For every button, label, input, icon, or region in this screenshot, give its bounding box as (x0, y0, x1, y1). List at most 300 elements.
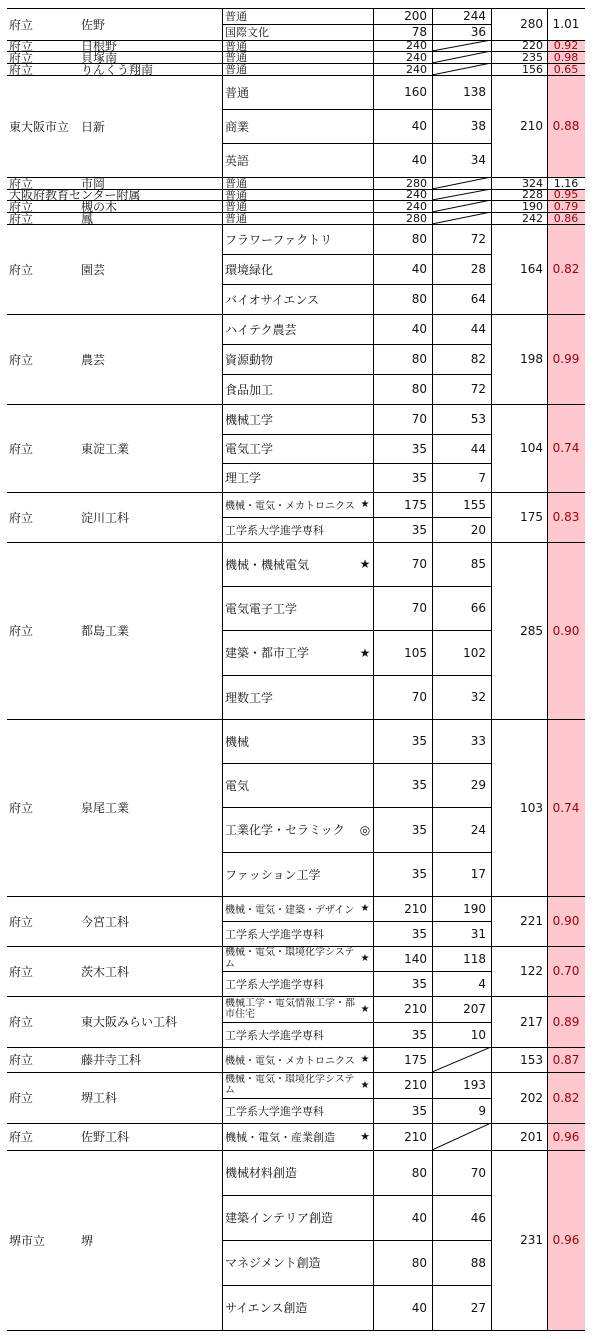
school-type: 府立 (9, 51, 34, 63)
applicant-value: 118 (463, 951, 486, 966)
applicant-value: 38 (470, 119, 486, 133)
department-cell (222, 404, 373, 434)
department-name: 普通 (225, 200, 247, 212)
row-separator (7, 212, 585, 213)
department-list (222, 51, 373, 63)
school-row (7, 8, 585, 40)
applicant-list (432, 404, 491, 492)
row-separator (7, 189, 585, 190)
department-list (222, 8, 373, 40)
department-name: 理数工学 (225, 690, 274, 705)
ratio-value: 0.95 (547, 189, 585, 200)
school-type: 堺市立 (9, 1233, 46, 1248)
capacity-value: 80 (411, 1165, 427, 1180)
department-cell (222, 314, 373, 344)
department-list (222, 212, 373, 224)
row-separator (7, 1047, 585, 1048)
school-type: 府立 (9, 1053, 34, 1067)
school-type: 府立 (9, 1130, 34, 1144)
column-separator (547, 8, 548, 1330)
capacity-value: 175 (404, 1052, 427, 1067)
department-name: 工学系大学進学専科 (225, 1028, 324, 1042)
capacity-list (373, 1072, 432, 1123)
capacity-value: 210 (404, 1129, 427, 1144)
department-list (222, 996, 373, 1047)
school-name: 貝塚南 (81, 51, 118, 63)
department-name: 機械・電気・産業創造 (225, 1130, 335, 1144)
department-name: 普通 (225, 177, 247, 189)
school-row (7, 1072, 585, 1123)
school-name: 市岡 (81, 177, 106, 189)
capacity-list (373, 1150, 432, 1330)
capacity-value: 35 (411, 976, 427, 991)
ratio-value: 0.70 (547, 946, 585, 996)
star-mark-icon: ★ (360, 953, 370, 964)
ratio-value: 1.16 (553, 177, 579, 189)
school-row (7, 189, 585, 200)
admitted-count: 221 (520, 914, 543, 928)
applicant-list (432, 1123, 491, 1150)
capacity-value: 70 (411, 690, 427, 704)
ratio-value: 0.89 (547, 996, 585, 1047)
department-list (222, 542, 373, 719)
department-list (222, 404, 373, 492)
capacity-list (373, 896, 432, 946)
admitted-count: 231 (520, 1233, 543, 1247)
school-row (7, 946, 585, 996)
ratio-value: 0.74 (547, 404, 585, 492)
admitted-count: 280 (520, 17, 543, 31)
department-name: 工学系大学進学専科 (225, 523, 324, 537)
capacity-value: 70 (411, 601, 427, 615)
department-name: 環境緑化 (225, 262, 274, 277)
department-cell (222, 24, 373, 40)
capacity-value: 70 (411, 412, 427, 426)
applicant-list (432, 224, 491, 314)
department-cell (222, 1123, 373, 1150)
school-row (7, 212, 585, 224)
capacity-value: 280 (406, 176, 427, 190)
applicant-value (432, 189, 491, 200)
school-name: 今宮工科 (81, 914, 130, 929)
capacity-value: 40 (411, 119, 427, 133)
star-mark-icon: ★ (360, 1003, 370, 1015)
department-name: 機械工学 (225, 412, 274, 427)
applicant-value: 155 (463, 497, 486, 512)
ratio-value: 0.98 (547, 51, 585, 63)
department-name: 建築インテリア創造 (225, 1211, 334, 1225)
school-row (7, 1047, 585, 1072)
capacity-value: 35 (411, 441, 427, 456)
school-row (7, 492, 585, 542)
applicant-list (432, 212, 491, 224)
capacity-list (373, 1123, 432, 1150)
school-row (7, 51, 585, 63)
capacity-list (373, 996, 432, 1047)
department-list (222, 719, 373, 896)
department-name: 普通 (225, 85, 250, 100)
row-separator (7, 492, 585, 493)
capacity-value: 240 (406, 50, 427, 64)
department-cell (222, 40, 373, 51)
applicant-value: 46 (470, 1210, 486, 1225)
department-cell (222, 1240, 373, 1285)
applicant-value: 66 (470, 601, 486, 615)
school-type: 府立 (9, 964, 34, 979)
department-name: ファッション工学 (225, 867, 321, 882)
capacity-list (373, 212, 432, 224)
capacity-value: 35 (411, 867, 427, 881)
department-name: 電気電子工学 (225, 601, 298, 616)
capacity-list (373, 404, 432, 492)
department-cell (222, 8, 373, 24)
department-cell (222, 1098, 373, 1123)
department-cell (222, 517, 373, 542)
applicant-value: 10 (470, 1027, 486, 1042)
capacity-list (373, 189, 432, 200)
school-name: 堺 (81, 1233, 94, 1248)
department-list (222, 896, 373, 946)
school-row (7, 896, 585, 946)
school-type: 府立 (9, 1091, 34, 1105)
school-name: 堺工科 (81, 1091, 118, 1105)
row-separator (7, 224, 585, 225)
ratio-value: 0.96 (547, 1123, 585, 1150)
capacity-list (373, 1047, 432, 1072)
ratio-value: 0.90 (547, 896, 585, 946)
department-list (222, 177, 373, 189)
school-row (7, 314, 585, 404)
school-type: 府立 (9, 262, 34, 277)
admitted-count: 235 (522, 51, 543, 63)
admitted-count: 210 (520, 119, 543, 133)
department-cell (222, 75, 373, 109)
school-row (7, 40, 585, 51)
capacity-value: 140 (404, 951, 427, 966)
applicant-value: 70 (470, 1165, 486, 1180)
star-mark-icon: ★ (360, 1130, 370, 1143)
department-name: 普通 (225, 63, 247, 75)
school-name: 日根野 (81, 40, 118, 51)
ratio-value: 0.65 (547, 63, 585, 75)
row-separator (7, 896, 585, 897)
department-list (222, 946, 373, 996)
school-name: 茨木工科 (81, 964, 130, 979)
applicant-value: 82 (470, 352, 486, 366)
admitted-count: 324 (522, 177, 543, 189)
capacity-value: 35 (411, 734, 427, 748)
department-name: マネジメント創造 (225, 1256, 321, 1270)
department-cell (222, 434, 373, 463)
department-name: 理工学 (225, 471, 262, 485)
row-separator (7, 200, 585, 201)
school-name: 槻の木 (81, 200, 118, 212)
department-name: 機械 (225, 734, 250, 749)
row-separator (7, 1072, 585, 1073)
ratio-value: 0.96 (547, 1150, 585, 1330)
school-type: 府立 (9, 17, 34, 32)
school-type: 府立 (9, 914, 34, 929)
capacity-value: 80 (411, 382, 427, 396)
applicant-value: 190 (463, 901, 486, 916)
school-type: 府立 (9, 40, 34, 51)
department-name: サイエンス創造 (225, 1301, 308, 1315)
department-name: 資源動物 (225, 352, 274, 367)
school-name: 泉尾工業 (81, 801, 130, 815)
department-name: 普通 (225, 51, 247, 63)
applicant-list (432, 492, 491, 542)
ratio-value: 1.01 (552, 17, 580, 31)
capacity-list (373, 200, 432, 212)
school-row (7, 996, 585, 1047)
applicant-value: 27 (470, 1300, 486, 1315)
department-cell (222, 109, 373, 143)
row-separator (7, 719, 585, 720)
school-name: 農芸 (81, 352, 106, 367)
department-list (222, 63, 373, 75)
applicant-value: 72 (470, 232, 486, 246)
ratio-value: 0.82 (547, 224, 585, 314)
department-cell (222, 177, 373, 189)
ratio-value: 0.87 (547, 1047, 585, 1072)
column-separator (373, 8, 374, 1330)
school-name: 大阪府教育センター附属 (9, 189, 141, 200)
school-type: 府立 (9, 1015, 34, 1029)
department-name: 機械・電気・環境化学システム (225, 947, 355, 970)
capacity-list (373, 51, 432, 63)
capacity-list (373, 224, 432, 314)
ratio-value: 0.92 (547, 40, 585, 51)
department-name: 工学系大学進学専科 (225, 927, 324, 941)
department-name: 商業 (225, 119, 250, 134)
applicant-value: 36 (470, 25, 486, 39)
capacity-value: 35 (411, 778, 427, 792)
department-cell (222, 1150, 373, 1195)
star-mark-icon: ★ (360, 1054, 370, 1065)
department-cell (222, 763, 373, 807)
double-circle-mark-icon: ◎ (359, 822, 371, 837)
admitted-count: 190 (522, 200, 543, 212)
department-name: 機械・電気・建築・デザイン (225, 905, 355, 916)
applicant-value: 72 (470, 382, 486, 396)
department-cell (222, 344, 373, 374)
school-name: 東大阪みらい工科 (81, 1015, 178, 1029)
department-cell (222, 807, 373, 852)
department-cell (222, 630, 373, 675)
applicant-value: 33 (470, 734, 486, 748)
department-name: 建築・都市工学 (225, 646, 310, 660)
capacity-value: 240 (406, 39, 427, 52)
department-cell (222, 463, 373, 492)
applicant-value: 85 (470, 557, 486, 571)
row-separator (7, 75, 585, 76)
row-separator (7, 8, 585, 9)
school-name: 園芸 (81, 262, 106, 277)
department-cell (222, 542, 373, 586)
star-mark-icon: ★ (359, 645, 371, 660)
school-row (7, 224, 585, 314)
department-list (222, 189, 373, 200)
capacity-list (373, 75, 432, 177)
department-list (222, 1150, 373, 1330)
row-separator (7, 542, 585, 543)
capacity-value: 80 (411, 1255, 427, 1270)
admitted-count: 228 (522, 189, 543, 200)
applicant-value: 64 (470, 292, 486, 306)
capacity-value: 175 (404, 497, 427, 512)
ratio-value: 0.83 (547, 492, 585, 542)
department-list (222, 1072, 373, 1123)
applicant-value: 53 (470, 412, 486, 426)
table-bottom-border (7, 1330, 585, 1331)
school-type: 府立 (9, 177, 34, 189)
school-type: 東大阪市立 (9, 119, 70, 134)
admitted-count: 220 (522, 40, 543, 51)
row-separator (7, 996, 585, 997)
department-cell (222, 852, 373, 896)
applicant-value (432, 177, 491, 189)
capacity-value: 40 (411, 322, 427, 336)
department-cell (222, 374, 373, 404)
applicant-list (432, 63, 491, 75)
admitted-count: 153 (520, 1052, 543, 1067)
department-name: 機械材料創造 (225, 1166, 298, 1180)
applicant-value: 32 (470, 690, 486, 704)
admitted-count: 202 (520, 1090, 543, 1105)
department-cell (222, 1022, 373, 1047)
department-name: 機械・電気・メカトロニクス (225, 501, 355, 512)
applicant-value (432, 1047, 491, 1072)
school-name: 佐野工科 (81, 1130, 130, 1144)
department-cell (222, 224, 373, 254)
school-type: 府立 (9, 200, 34, 212)
capacity-value: 35 (411, 926, 427, 941)
capacity-value: 40 (411, 1300, 427, 1315)
department-name: 普通 (225, 189, 247, 200)
department-name: 電気工学 (225, 442, 274, 456)
applicant-list (432, 200, 491, 212)
applicant-list (432, 542, 491, 719)
applicant-value: 29 (470, 778, 486, 792)
capacity-value: 35 (411, 470, 427, 485)
row-separator (7, 946, 585, 947)
star-mark-icon: ★ (360, 499, 370, 510)
capacity-value: 105 (404, 645, 427, 660)
capacity-value: 80 (411, 292, 427, 306)
school-row (7, 177, 585, 189)
column-separator (432, 8, 433, 1330)
applicant-value (432, 200, 491, 212)
capacity-value: 210 (404, 1002, 427, 1016)
department-name: 国際文化 (225, 26, 269, 39)
applicant-value: 28 (470, 262, 486, 276)
department-name: バイオサイエンス (225, 292, 319, 307)
department-name: ハイテク農芸 (225, 322, 297, 337)
applicant-value (432, 1123, 491, 1150)
applicant-value (432, 40, 491, 51)
department-cell (222, 1195, 373, 1240)
admitted-count: 156 (522, 63, 543, 75)
applicant-value: 244 (463, 9, 486, 23)
applicant-list (432, 8, 491, 40)
admitted-count: 103 (520, 800, 543, 815)
applicant-list (432, 75, 491, 177)
applicant-value: 138 (463, 85, 486, 99)
applicant-list (432, 40, 491, 51)
department-cell (222, 1072, 373, 1098)
applicant-list (432, 946, 491, 996)
applicant-list (432, 314, 491, 404)
department-cell (222, 1285, 373, 1330)
admitted-count: 285 (520, 623, 543, 638)
department-name: 食品加工 (225, 382, 274, 397)
applicant-value (432, 51, 491, 63)
admitted-count: 122 (520, 964, 543, 978)
department-name: 機械工学・電気情報工学・都市住宅 (225, 997, 355, 1020)
capacity-value: 40 (411, 1210, 427, 1225)
applicant-list (432, 1047, 491, 1072)
admitted-count: 242 (522, 212, 543, 224)
department-list (222, 492, 373, 542)
capacity-list (373, 492, 432, 542)
applicant-value: 24 (470, 822, 486, 837)
applicant-list (432, 177, 491, 189)
school-row (7, 542, 585, 719)
applicant-value: 7 (478, 470, 486, 485)
department-cell (222, 492, 373, 517)
school-row (7, 75, 585, 177)
applicant-value: 20 (470, 522, 486, 537)
department-name: 普通 (225, 10, 247, 23)
row-separator (7, 177, 585, 178)
applicant-value: 17 (470, 867, 486, 881)
school-type: 府立 (9, 624, 34, 638)
capacity-list (373, 40, 432, 51)
department-cell (222, 51, 373, 63)
department-name: 電気 (225, 778, 250, 793)
capacity-list (373, 719, 432, 896)
department-name: 工業化学・セラミック (225, 823, 345, 837)
capacity-value: 200 (404, 9, 427, 23)
capacity-value: 160 (404, 85, 427, 99)
capacity-value: 240 (406, 188, 427, 201)
school-type: 府立 (9, 63, 34, 75)
capacity-value: 35 (411, 1103, 427, 1118)
school-row (7, 1123, 585, 1150)
capacity-value: 80 (411, 232, 427, 246)
applicant-list (432, 719, 491, 896)
department-cell (222, 946, 373, 971)
column-separator (491, 8, 492, 1330)
capacity-list (373, 8, 432, 40)
capacity-value: 35 (411, 822, 427, 837)
applicant-list (432, 996, 491, 1047)
department-cell (222, 996, 373, 1022)
department-cell (222, 719, 373, 763)
applicant-value: 9 (478, 1103, 486, 1118)
department-cell (222, 212, 373, 224)
school-type: 府立 (9, 352, 34, 367)
department-name: 工学系大学進学専科 (225, 977, 324, 991)
school-name: 鳳 (81, 212, 94, 224)
column-separator (222, 8, 223, 1330)
applicant-value: 4 (478, 976, 486, 991)
department-cell (222, 1047, 373, 1072)
department-list (222, 1047, 373, 1072)
star-mark-icon: ★ (360, 903, 370, 914)
ratio-value: 0.90 (547, 542, 585, 719)
ratio-value: 0.86 (547, 212, 585, 224)
